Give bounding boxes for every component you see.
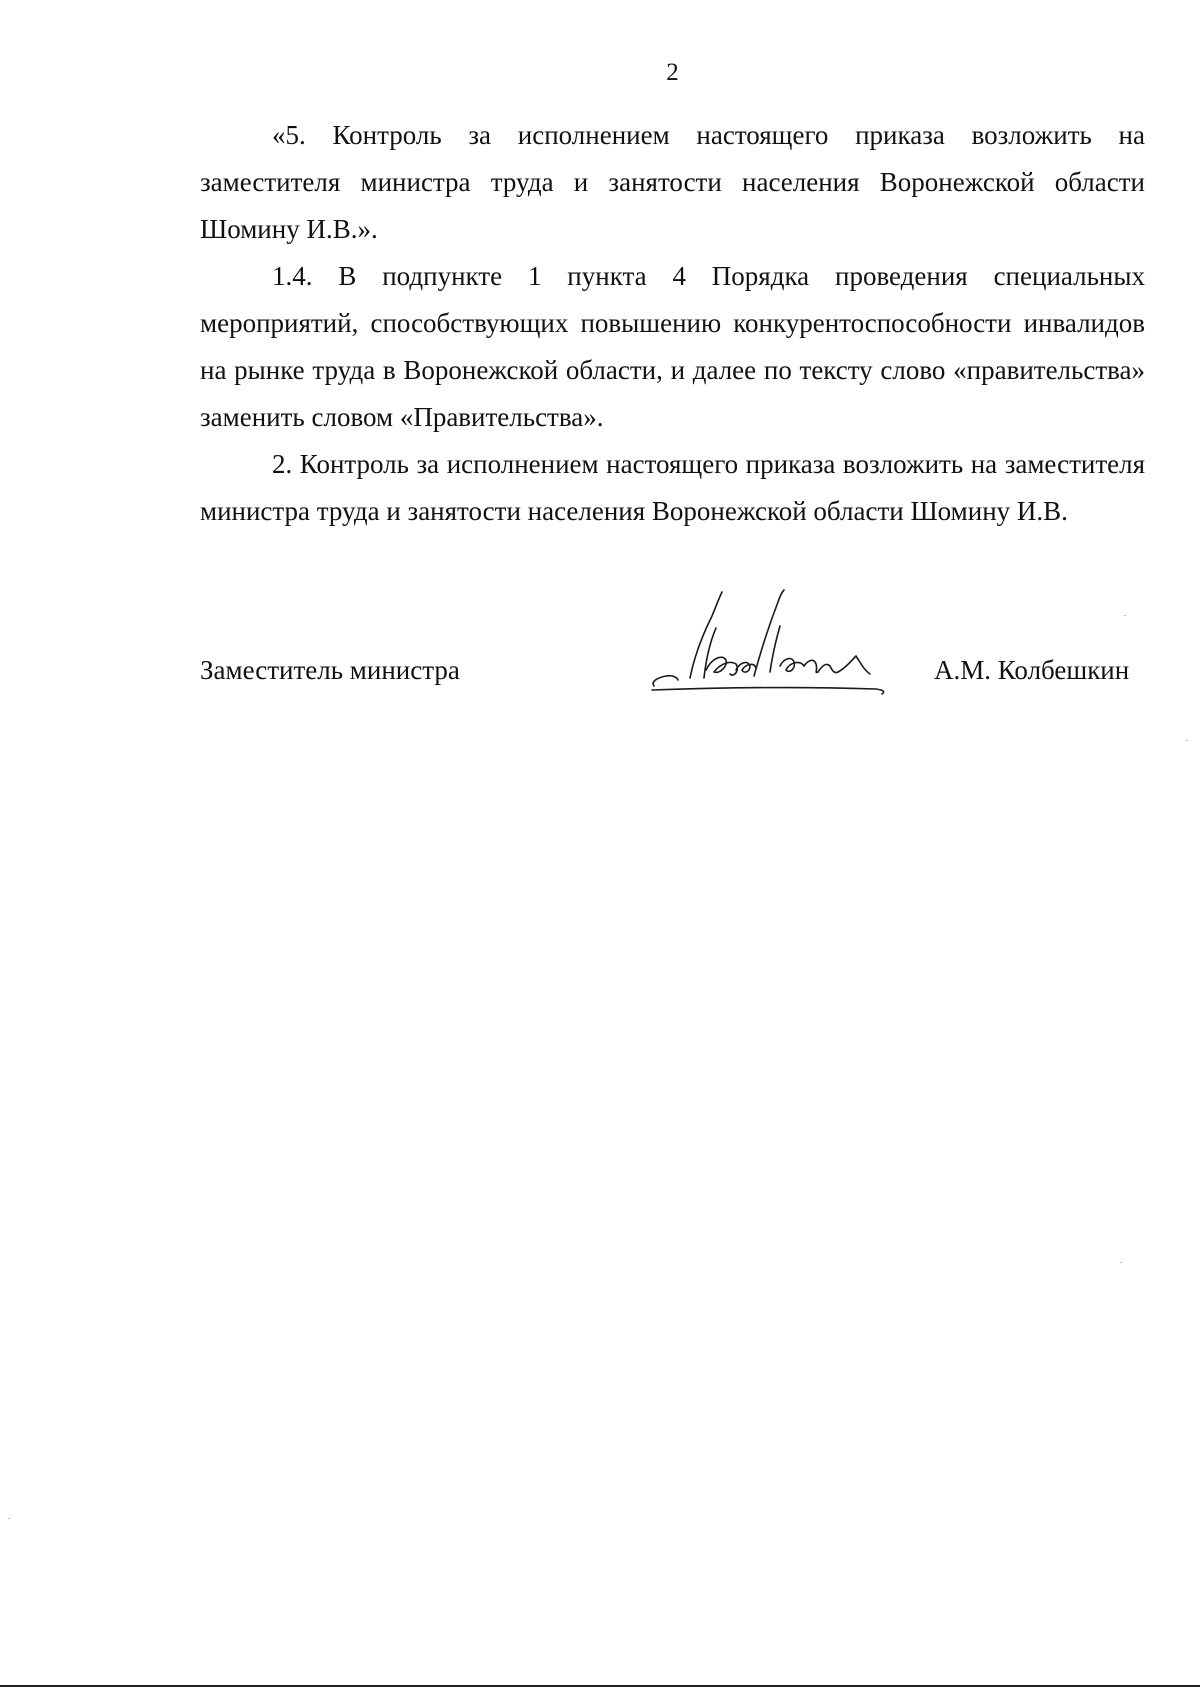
scan-speck <box>8 1518 10 1519</box>
paragraph-control-clause-5: «5. Контроль за исполнением настоящего приказа возложить на заместителя министра труда и занятости населения Воронежской области Шомину И.В.». <box>200 120 1145 244</box>
scan-speck <box>1186 740 1188 741</box>
scan-speck <box>1124 615 1126 616</box>
page-bottom-edge <box>0 1685 1200 1687</box>
document-body <box>200 112 1145 535</box>
handwritten-signature-icon <box>650 588 895 703</box>
paragraph-item-2: 2. Контроль за исполнением настоящего приказа возложить на заместителя министра труда и занятости населения Воронежской области Шомину И.В. <box>200 449 1145 526</box>
page-number: 2 <box>666 59 679 86</box>
signatory-name: А.М. Колбешкин <box>934 655 1130 685</box>
signatory-title: Заместитель министра <box>200 655 460 685</box>
scan-speck <box>1120 1262 1122 1263</box>
paragraph-item-1-4: 1.4. В подпункте 1 пункта 4 Порядка проведения специальных мероприятий, способствующих повышению конкурентоспособности инвалидов на рынке труда в Воронежской области, и далее по тексту слово «правительства» заменить словом «Правительства». <box>200 261 1145 432</box>
